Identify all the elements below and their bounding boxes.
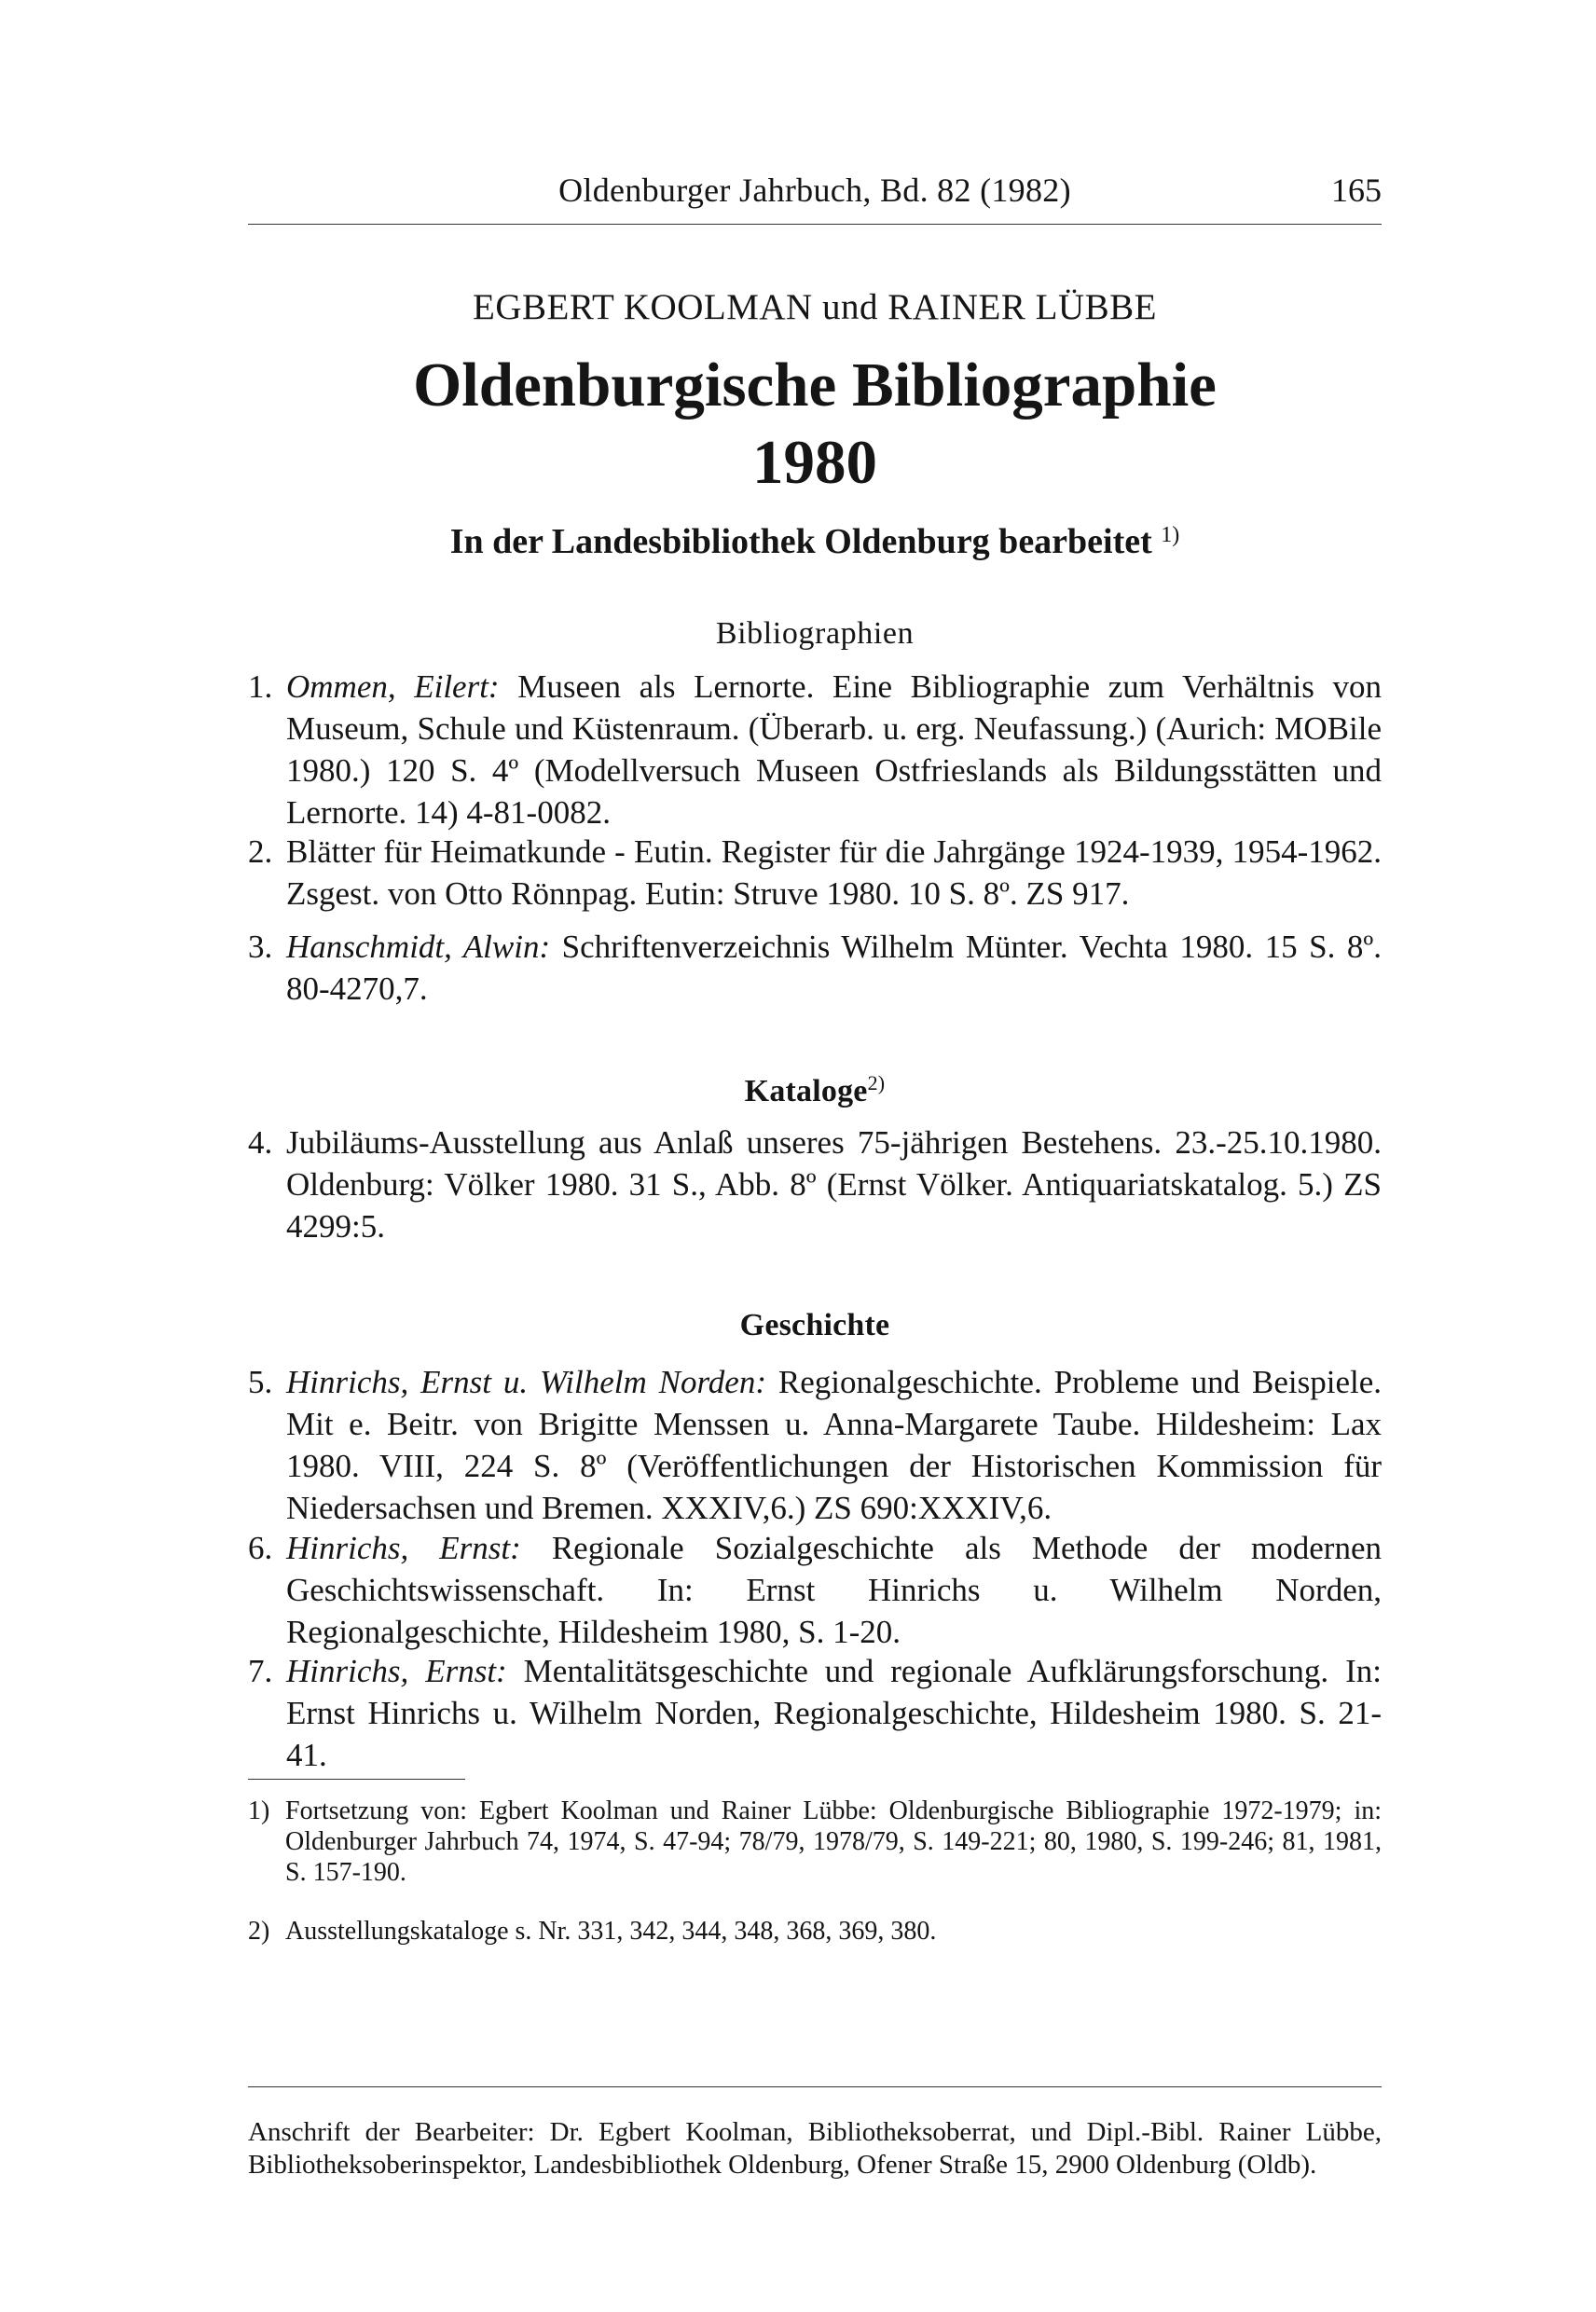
section-heading-text: Kataloge <box>744 1074 868 1108</box>
editor-address: Anschrift der Bearbeiter: Dr. Egbert Koolman, Bibliotheksoberrat, und Dipl.-Bibl. Rainer Lübbe, Bibliotheksoberinspektor, Landesbibliothek Oldenburg, Ofener Straße 15, 2900 Oldenburg (Oldb). <box>248 2117 1382 2180</box>
footnote-rule <box>248 1779 465 1780</box>
page-number: 165 <box>1331 172 1382 209</box>
entry-4 <box>248 1122 1382 1247</box>
entry-author: Hinrichs, Ernst u. Wilhelm Norden: <box>286 1364 766 1400</box>
footnote-text: Fortsetzung von: Egbert Koolman und Rainer Lübbe: Oldenburgische Bibliographie 1972-1979; in: Oldenburger Jahrbuch 74, 1974, S. 47-94; 78/79, 1978/79, S. 149-221; 80, 1980, S. 199-246; 81, 1981, S. 157-190. <box>285 1796 1382 1887</box>
entry-text: Schriftenverzeichnis Wilhelm Münter. Vechta 1980. 15 S. 8º. 80-4270,7. <box>286 929 1382 1007</box>
entry-number: 6. <box>248 1530 273 1566</box>
footnote-mark: 2) <box>248 1917 270 1946</box>
address-rule <box>248 2086 1382 2087</box>
section-heading-bibliographien: Bibliographien <box>715 616 915 651</box>
article-title: Oldenburgische Bibliographie <box>413 351 1217 420</box>
footnote-1 <box>248 1796 1382 1888</box>
kataloge-footnote-ref[interactable]: 2) <box>867 1071 886 1094</box>
entry-2 <box>248 831 1382 915</box>
footnote-2 <box>248 1916 1382 1947</box>
running-head <box>248 171 1382 215</box>
entry-text: Regionalgeschichte. Probleme und Beispiele. Mit e. Beitr. von Brigitte Menssen u. Anna-Margarete Taube. Hildesheim: Lax 1980. VIII, 224 S. 8º (Veröffentlichungen der Historischen Kommission für Niedersachsen und Bremen. XXXIV,6.) ZS 690:XXXIV,6. <box>286 1364 1382 1526</box>
article-year: 1980 <box>752 428 877 497</box>
entry-text: Jubiläums-Ausstellung aus Anlaß unseres 75-jährigen Bestehens. 23.-25.10.1980. Oldenburg: Völker 1980. 31 S., Abb. 8º (Ernst Völker. Antiquariatskatalog. 5.) ZS 4299:5. <box>286 1124 1382 1245</box>
entry-text: Mentalitätsgeschichte und regionale Aufklärungsforschung. In: Ernst Hinrichs u. Wilhelm Norden, Regionalgeschichte, Hildesheim 1980. S. 21-41. <box>286 1653 1383 1773</box>
entry-number: 3. <box>248 929 273 965</box>
entry-number: 5. <box>248 1364 273 1400</box>
entry-number: 1. <box>248 668 273 705</box>
entry-text: Museen als Lernorte. Eine Bibliographie zum Verhältnis von Museum, Schule und Küstenraum. (Überarb. u. erg. Neufassung.) (Aurich: MOBile 1980.) 120 S. 4º (Modellversuch Museen Ostfrieslands als Bildungsstätten und Lernorte. 14) 4-81-0082. <box>286 668 1382 831</box>
entry-text: Regionale Sozialgeschichte als Methode der modernen Geschichtswissenschaft. In: Ernst Hinrichs u. Wilhelm Norden, Regionalgeschichte, Hildesheim 1980, S. 1-20. <box>286 1530 1382 1650</box>
entry-author: Hanschmidt, Alwin: <box>286 929 551 965</box>
entry-6 <box>248 1527 1382 1653</box>
entry-7 <box>248 1650 1382 1776</box>
article-subtitle <box>248 521 1382 562</box>
entry-number: 2. <box>248 833 273 870</box>
entry-1 <box>248 666 1382 833</box>
section-heading-kataloge <box>248 1071 1382 1109</box>
entry-author: Ommen, Eilert: <box>286 668 500 705</box>
entry-number: 7. <box>248 1653 273 1689</box>
footnote-mark: 1) <box>248 1796 270 1825</box>
entry-3 <box>248 926 1382 1010</box>
article-authors: EGBERT KOOLMAN und RAINER LÜBBE <box>473 287 1157 327</box>
subtitle-footnote-ref[interactable]: 1) <box>1161 523 1180 547</box>
journal-title: Oldenburger Jahrbuch, Bd. 82 (1982) <box>558 172 1071 209</box>
subtitle-text: In der Landesbibliothek Oldenburg bearbeitet <box>449 522 1152 561</box>
header-rule <box>248 224 1382 225</box>
entry-author: Hinrichs, Ernst: <box>286 1653 507 1689</box>
section-heading-geschichte: Geschichte <box>739 1308 890 1342</box>
entry-text: Blätter für Heimatkunde - Eutin. Register für die Jahrgänge 1924-1939, 1954-1962. Zsgest. von Otto Rönnpag. Eutin: Struve 1980. 10 S. 8º. ZS 917. <box>286 833 1382 912</box>
entry-number: 4. <box>248 1124 273 1161</box>
entry-5 <box>248 1361 1382 1529</box>
footnote-text: Ausstellungskataloge s. Nr. 331, 342, 344, 348, 368, 369, 380. <box>285 1917 937 1946</box>
entry-author: Hinrichs, Ernst: <box>286 1530 521 1566</box>
